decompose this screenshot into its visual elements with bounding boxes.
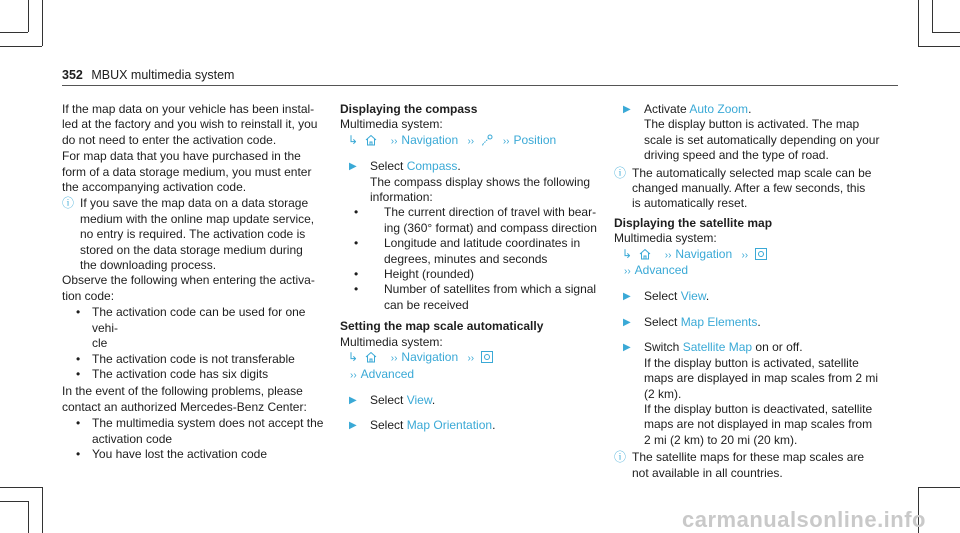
text-line: • The multimedia system does not accept the [92, 416, 324, 431]
chevron-right-icon: ›› [467, 135, 475, 147]
text-line: 2 mi (2 km) to 20 mi (20 km). [644, 432, 798, 447]
paragraph [62, 102, 334, 148]
text-line: The compass display shows the following [370, 174, 591, 189]
text-line: maps are not displayed in map scales from [644, 417, 873, 432]
header-divider [62, 85, 898, 86]
text-line: (2 km). [644, 386, 682, 401]
hook-arrow-icon: ↳ [348, 350, 359, 365]
text-line: The satellite maps for these map scales are [632, 450, 865, 465]
step [614, 102, 886, 164]
text-line: medium with the online map update service, [80, 211, 315, 226]
note [614, 450, 886, 481]
path-advanced: Advanced [634, 263, 689, 278]
paragraph [62, 149, 334, 195]
multimedia-system-label: Multimedia system: [614, 231, 717, 246]
crop-mark [918, 46, 960, 47]
step [340, 159, 612, 205]
text-line: scale is set automatically depending on your [644, 132, 880, 147]
chevron-right-icon: ›› [741, 249, 749, 261]
text-line: do not need to enter the activation code. [62, 132, 277, 147]
text-line: tion code: [62, 288, 115, 303]
text-line: • The activation code is not transferable [92, 351, 295, 366]
text-line: If the display button is activated, satellite [644, 355, 859, 370]
menu-option-map-elements[interactable]: Map Elements [680, 314, 758, 329]
section-heading: Displaying the satellite map [614, 215, 773, 230]
step-text: Switch [644, 340, 683, 355]
list-item [340, 282, 612, 313]
step-text: Select [370, 392, 407, 407]
text-line: led at the factory and you wish to reinstall it, you [62, 117, 318, 132]
crop-mark [28, 0, 29, 32]
chevron-right-icon: ›› [390, 353, 398, 365]
path-advanced: Advanced [360, 366, 415, 381]
menu-option-satellite-map[interactable]: Satellite Map [682, 340, 753, 355]
multimedia-system-label: Multimedia system: [340, 117, 443, 132]
chevron-right-icon: ›› [350, 369, 357, 381]
crop-mark [932, 32, 960, 33]
menu-path [614, 247, 886, 263]
multimedia-system-label: Multimedia system: [340, 334, 443, 349]
paragraph [62, 273, 334, 304]
text-line: • The current direction of travel with bear- [384, 205, 597, 220]
path-navigation: Navigation [401, 350, 459, 365]
info-icon: ⓘ [614, 165, 627, 180]
menu-path [340, 367, 612, 383]
text-line: • Height (rounded) [384, 267, 475, 282]
path-position: Position [513, 132, 557, 147]
text-line: can be received [384, 297, 469, 312]
menu-option-view[interactable]: View [406, 392, 432, 407]
info-icon: ⓘ [62, 196, 75, 211]
menu-path [340, 133, 612, 149]
step-text: Select [644, 314, 681, 329]
menu-option-view[interactable]: View [680, 289, 706, 304]
step [340, 418, 612, 433]
note [62, 196, 334, 273]
chevron-right-icon: ›› [467, 353, 475, 365]
list-item [62, 352, 334, 367]
text-line: driving speed and the type of road. [644, 148, 829, 163]
menu-path [614, 263, 886, 279]
text-line: no entry is required. The activation code is [80, 227, 306, 242]
step-text: . [705, 289, 710, 304]
menu-option-compass[interactable]: Compass [406, 159, 458, 174]
text-line: the accompanying activation code. [62, 180, 247, 195]
step-text: . [492, 418, 496, 433]
crop-mark [0, 32, 28, 33]
text-line: activation code [92, 431, 173, 446]
text-line: maps are displayed in map scales from 2 mi [644, 371, 879, 386]
crop-mark [28, 501, 29, 533]
crop-mark [918, 0, 919, 46]
step-arrow-icon: ▶ [349, 394, 357, 406]
crop-mark [0, 501, 28, 502]
crop-mark [0, 487, 42, 488]
text-line: Observe the following when entering the activa- [62, 273, 315, 288]
crop-mark [42, 487, 43, 533]
crop-mark [918, 487, 960, 488]
text-line: In the event of the following problems, please [62, 384, 303, 399]
home-icon [365, 134, 377, 146]
note [614, 166, 886, 212]
menu-option-map-orientation[interactable]: Map Orientation [406, 418, 493, 433]
page-title: MBUX multimedia system [91, 68, 235, 82]
chevron-right-icon: ›› [390, 135, 398, 147]
column-1 [62, 102, 334, 462]
hook-arrow-icon: ↳ [622, 246, 633, 261]
text-line: cle [92, 336, 108, 351]
text-line: is automatically reset. [632, 196, 748, 211]
text-line: • The activation code has six digits [92, 366, 269, 381]
paragraph [62, 384, 334, 415]
chevron-right-icon: ›› [664, 249, 672, 261]
path-navigation: Navigation [401, 132, 459, 147]
step-text: . [457, 159, 461, 174]
page-header [62, 68, 234, 83]
column-2 [340, 102, 612, 434]
page-number: 352 [62, 68, 83, 82]
settings-icon [755, 248, 767, 260]
text-line: not available in all countries. [632, 465, 783, 480]
text-line: • Number of satellites from which a signal [384, 282, 597, 297]
watermark: carmanualsonline.info [682, 506, 926, 532]
list-item [62, 447, 334, 462]
text-line: If you save the map data on a data storage [80, 196, 309, 211]
step-arrow-icon: ▶ [349, 420, 357, 432]
text-line: For map data that you have purchased in the [62, 149, 301, 164]
list-item [62, 305, 334, 351]
step-text: Activate [644, 102, 690, 116]
settings-icon [481, 351, 493, 363]
text-line: If the display button is deactivated, satellite [644, 401, 873, 416]
section-heading: Displaying the compass [340, 102, 478, 116]
step-arrow-icon: ▶ [623, 316, 631, 328]
step [614, 315, 886, 330]
list-item [62, 367, 334, 382]
hook-arrow-icon: ↳ [348, 132, 359, 147]
step-text: . [431, 392, 436, 407]
step [340, 393, 612, 408]
list-item [340, 236, 612, 267]
text-line: The automatically selected map scale can be [632, 165, 872, 180]
text-line: • Longitude and latitude coordinates in [384, 236, 581, 251]
menu-option-auto-zoom[interactable]: Auto Zoom [689, 102, 749, 116]
step-text: Select [644, 289, 681, 304]
step-arrow-icon: ▶ [623, 342, 631, 354]
text-line: contact an authorized Mercedes-Benz Center: [62, 399, 307, 414]
step-text: . [757, 314, 761, 329]
text-line: If the map data on your vehicle has been instal- [62, 102, 315, 116]
text-line: The display button is activated. The map [644, 117, 860, 132]
text-line: information: [370, 190, 433, 205]
text-line: • You have lost the activation code [92, 446, 268, 461]
text-line: ing (360° format) and compass direction [384, 220, 597, 235]
text-line: changed manually. After a few seconds, this [632, 181, 866, 196]
list-item [340, 267, 612, 282]
crop-mark [0, 46, 42, 47]
route-pin-icon [481, 134, 493, 146]
step-arrow-icon: ▶ [623, 104, 631, 115]
step-arrow-icon: ▶ [349, 161, 357, 173]
column-3 [614, 102, 886, 481]
text-line: form of a data storage medium, you must enter [62, 164, 312, 179]
section-heading: Setting the map scale automatically [340, 319, 544, 334]
info-icon: ⓘ [614, 450, 627, 465]
text-line: the downloading process. [80, 258, 217, 273]
step-text: on or off. [752, 340, 803, 355]
crop-mark [42, 0, 43, 46]
step-text: . [748, 102, 752, 116]
step-text: Select [370, 418, 407, 433]
step [614, 340, 886, 448]
text-line: stored on the data storage medium during [80, 242, 303, 257]
list-item [340, 205, 612, 236]
step-arrow-icon: ▶ [623, 291, 631, 303]
step-text: Select [370, 159, 407, 174]
chevron-right-icon: ›› [502, 135, 510, 147]
path-navigation: Navigation [675, 246, 733, 261]
step [614, 289, 886, 304]
list-item [62, 416, 334, 447]
text-line: degrees, minutes and seconds [384, 251, 548, 266]
home-icon [365, 351, 377, 363]
home-icon [639, 248, 651, 260]
menu-path [340, 350, 612, 366]
chevron-right-icon: ›› [624, 266, 631, 278]
crop-mark [932, 0, 933, 32]
text-line: • The activation code can be used for one vehi- [92, 305, 306, 335]
